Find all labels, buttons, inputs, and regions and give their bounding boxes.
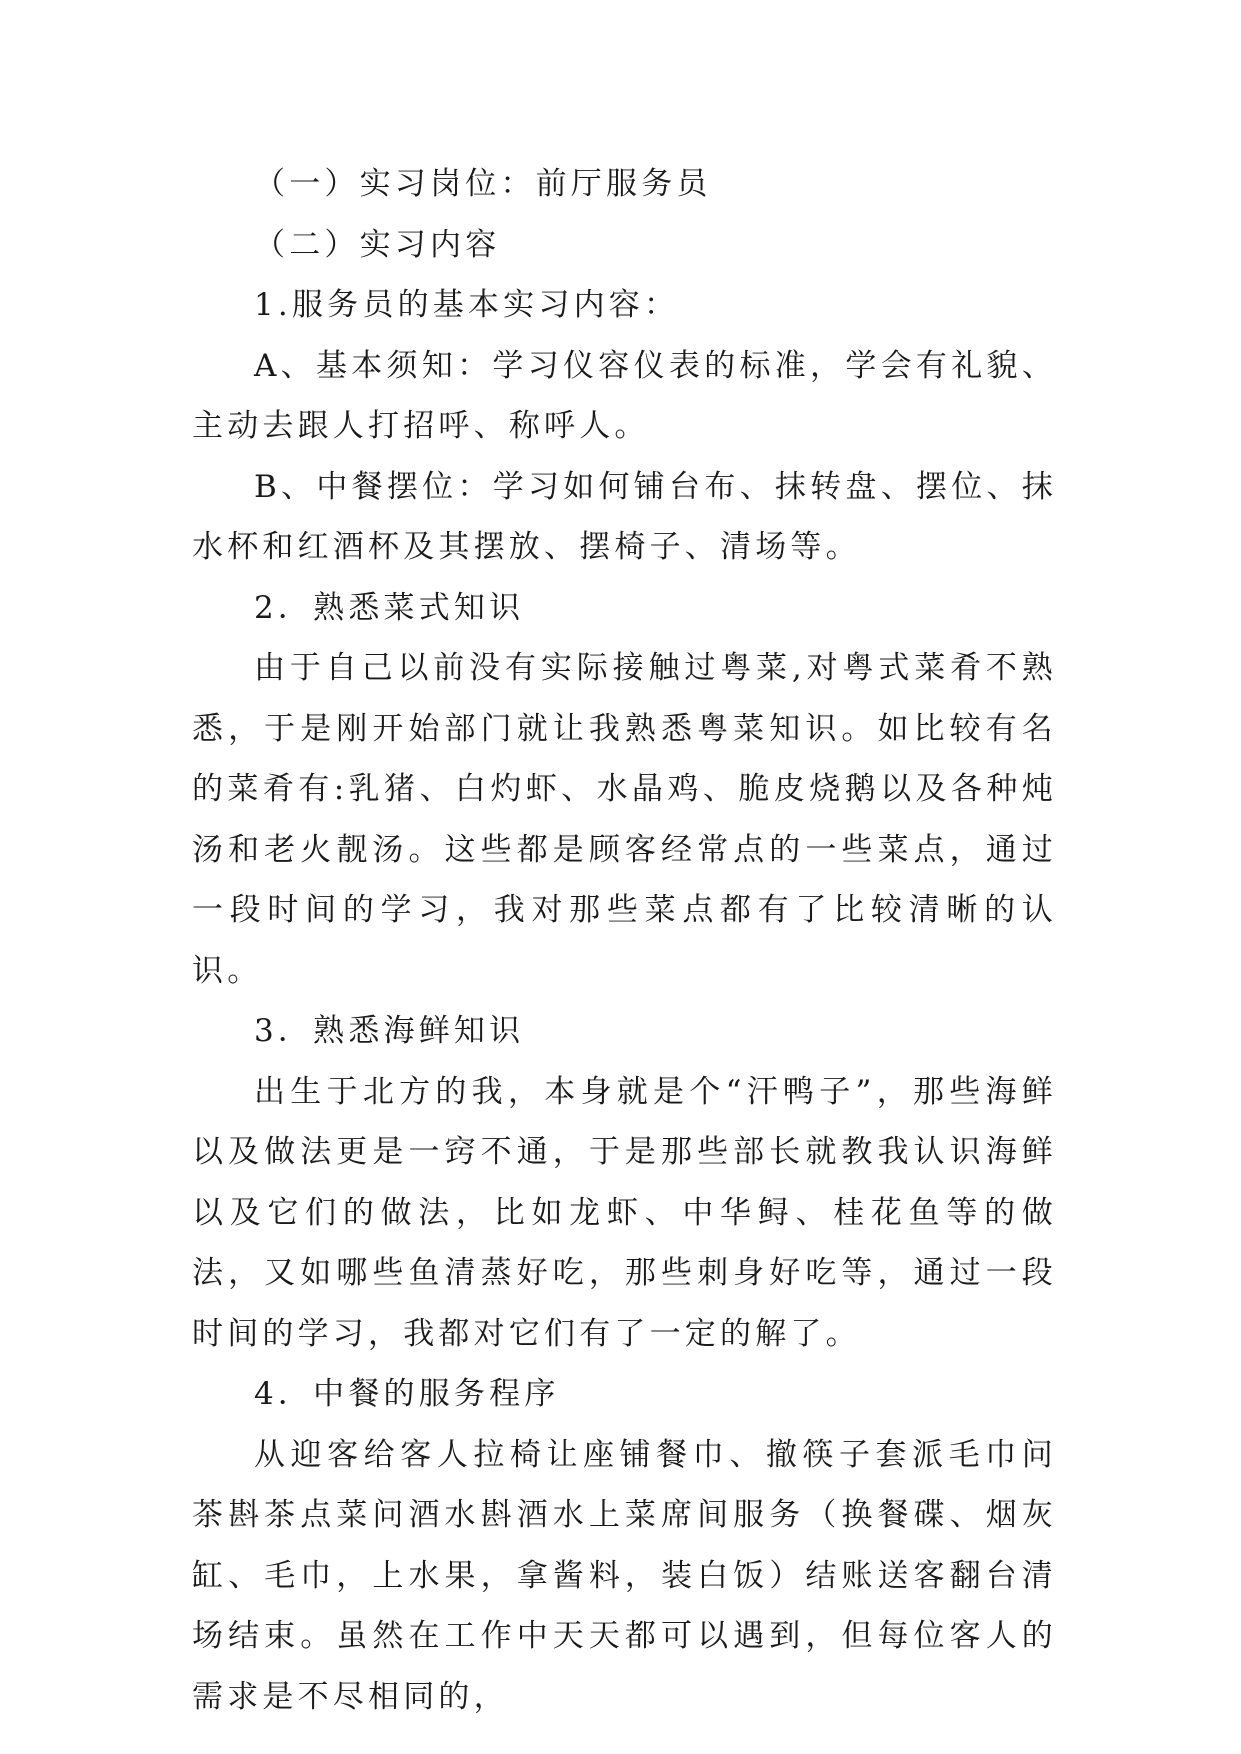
paragraph-seafood-knowledge: 出生于北方的我，本身就是个“汗鸭子”，那些海鲜以及做法更是一窍不通，于是那些部长就教我认识海鲜以及它们的做法，比如龙虾、中华鲟、桂花鱼等的做法，又如哪些鱼清蒸好吃，那些刺身好吃等，通过一段时间的学习，我都对它们有了一定的解了。: [192, 1073, 1057, 1352]
subheading-dish-knowledge: 2．熟悉菜式知识: [254, 589, 525, 626]
subheading-service-procedure: 4．中餐的服务程序: [254, 1376, 560, 1412]
section-heading-internship-position: （一）实习岗位：前厅服务员: [254, 166, 712, 202]
subheading-basic-content: 1.服务员的基本实习内容：: [254, 287, 680, 323]
paragraph-dish-knowledge: 由于自己以前没有实际接触过粤菜,对粤式菜肴不熟悉，于是刚开始部门就让我熟悉粤菜知识。如比较有名的菜肴有:乳猪、白灼虾、水晶鸡、脆皮烧鹅以及各种炖汤和老火靓汤。这些都是顾客经常点的一些菜点，通过一段时间的学习，我对那些菜点都有了比较清晰的认识。: [192, 650, 1057, 989]
paragraph-table-setting: B、中餐摆位：学习如何铺台布、抹转盘、摆位、抹水杯和红酒杯及其摆放、摆椅子、清场等。: [192, 468, 1057, 565]
section-heading-internship-content: （二）实习内容: [254, 226, 501, 263]
document-page: [192, 154, 1057, 1727]
paragraph-service-procedure: 从迎客给客人拉椅让座铺餐巾、撤筷子套派毛巾问茶斟茶点菜问酒水斟酒水上菜席间服务（换餐碟、烟灰缸、毛巾，上水果，拿酱料，装白饭）结账送客翻台清场结束。虽然在工作中天天都可以遇到，但每位客人的需求是不尽相同的，: [192, 1436, 1057, 1715]
subheading-seafood-knowledge: 3．熟悉海鲜知识: [254, 1013, 525, 1049]
paragraph-basic-knowledge: A、基本须知：学习仪容仪表的标准，学会有礼貌、主动去跟人打招呼、称呼人。: [192, 347, 1057, 444]
